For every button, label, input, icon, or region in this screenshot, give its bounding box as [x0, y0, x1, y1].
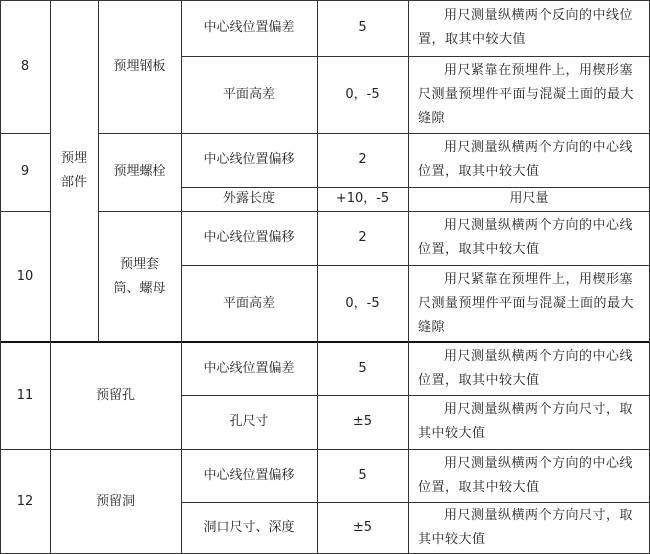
group-label-line1: 预埋 [60, 151, 87, 166]
tolerance-cell: 2 [358, 230, 367, 245]
tolerance-cell: 5 [358, 20, 367, 35]
check-method-cell [408, 56, 650, 133]
check-method-text: 用尺测量纵横两个方向的中心线位置，取其中较大值 [418, 218, 634, 257]
grid-line [0, 133, 50, 134]
check-method-text: 用尺紧靠在预埋件上，用楔形塞尺测量预埋件平面与混凝土面的最大缝隙 [418, 271, 635, 335]
sub-embedded-plate: 预埋钢板 [113, 58, 166, 74]
tolerance-cell: ±5 [352, 520, 373, 535]
grid-line [0, 211, 50, 212]
row-number-8: 8 [20, 58, 30, 74]
tolerance-cell: 5 [358, 467, 367, 483]
category-reserved-opening: 预留洞 [95, 493, 135, 509]
check-method-cell [408, 449, 650, 502]
item-cell: 平面高差 [222, 295, 275, 311]
item-cell: 中心线位置偏移 [203, 230, 295, 245]
sub-sleeve-line1: 预埋套 [119, 256, 159, 272]
group-embedded-parts [50, 0, 98, 342]
check-method-cell [408, 133, 650, 187]
check-method-cell [408, 502, 650, 554]
grid-line [0, 449, 650, 450]
check-method-text: 用尺测量纵横两个反向的中线位置，取其中较大值 [418, 8, 634, 47]
tolerance-cell: 2 [358, 152, 367, 167]
row-number-11: 11 [16, 387, 34, 403]
tolerance-cell: 5 [358, 360, 367, 376]
row-number-10: 10 [16, 268, 34, 284]
sub-embedded-sleeve-nut [98, 211, 181, 342]
check-method-text: 用尺测量纵横两个方向的中心线位置，取其中较大值 [418, 140, 634, 179]
check-method-text: 用尺测量纵横两个方向尺寸，取其中较大值 [418, 402, 634, 441]
tolerance-cell: 0，-5 [345, 295, 380, 311]
group-label-line2: 部件 [60, 175, 87, 190]
grid-line [181, 187, 650, 188]
sub-embedded-bolt: 预埋螺栓 [113, 164, 166, 179]
grid-line [181, 0, 182, 554]
row-number-9: 9 [20, 164, 30, 179]
check-method-text: 用尺测量纵横两个方向的中心线位置，取其中较大值 [418, 348, 634, 388]
check-method-cell [408, 265, 650, 342]
sub-sleeve-line2: 筒、螺母 [113, 280, 166, 296]
grid-line [181, 265, 650, 266]
check-method-cell [408, 342, 650, 395]
grid-line [181, 395, 650, 396]
grid-line [0, 0, 1, 554]
check-method-text: 用尺测量纵横两个方向尺寸，取其中较大值 [418, 508, 634, 547]
grid-line [181, 502, 650, 503]
item-cell: 中心线位置偏移 [203, 152, 295, 167]
item-cell: 中心线位置偏差 [203, 360, 295, 376]
item-cell: 中心线位置偏差 [203, 20, 295, 35]
check-method-cell [408, 211, 650, 265]
check-method-cell [408, 395, 650, 449]
tolerance-cell: 0，-5 [345, 86, 380, 102]
check-method-cell: 用尺量 [509, 191, 549, 206]
item-cell: 中心线位置偏移 [203, 467, 295, 483]
row-number-12: 12 [16, 493, 34, 509]
item-cell: 孔尺寸 [229, 414, 269, 429]
tolerance-cell: ±5 [352, 414, 373, 429]
grid-line [408, 0, 409, 554]
grid-line [317, 0, 318, 554]
item-cell: 洞口尺寸、深度 [203, 520, 295, 535]
check-method-text: 用尺紧靠在预埋件上，用楔形塞尺测量预埋件平面与混凝土面的最大缝隙 [418, 62, 635, 126]
check-method-cell [408, 0, 650, 56]
tolerance-cell: +10，-5 [335, 191, 390, 206]
grid-line [50, 0, 51, 554]
category-reserved-hole: 预留孔 [95, 387, 135, 403]
item-cell: 平面高差 [222, 86, 275, 102]
grid-line [181, 56, 650, 57]
grid-line [98, 0, 99, 342]
item-cell: 外露长度 [222, 191, 275, 206]
check-method-text: 用尺测量纵横两个方向的中心线位置，取其中较大值 [418, 455, 634, 495]
